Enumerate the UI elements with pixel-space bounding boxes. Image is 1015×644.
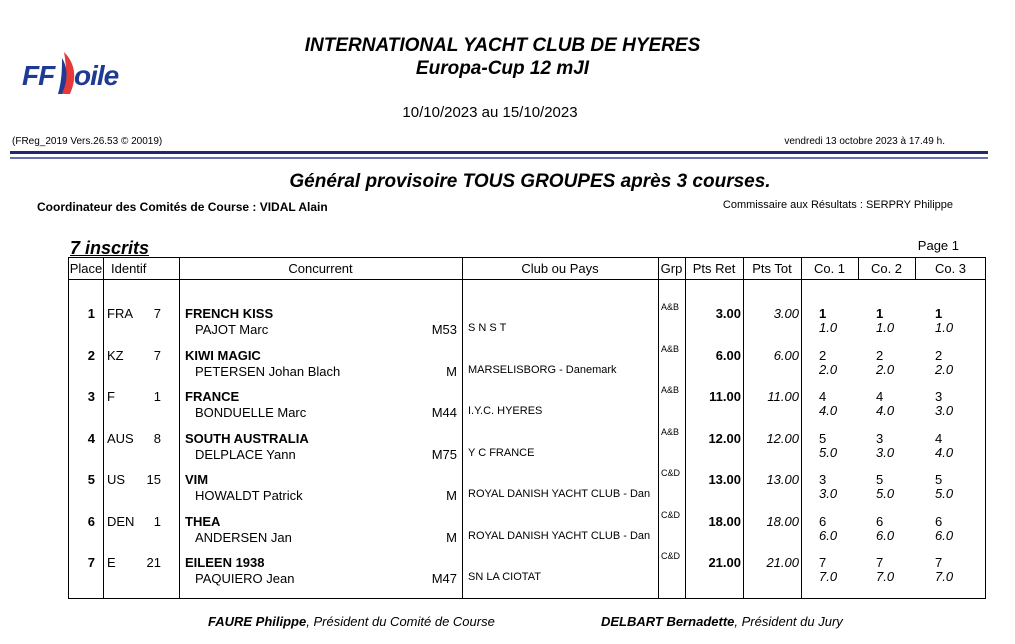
header-divider — [10, 151, 988, 154]
cell-nat: F — [107, 389, 115, 404]
cell-c3p: 1.0 — [935, 320, 954, 335]
cell-c3: 4 — [935, 430, 943, 446]
header-co3: Co. 3 — [915, 258, 986, 280]
printed-timestamp: vendredi 13 octobre 2023 à 17.49 h. — [784, 136, 945, 147]
cell-pts-tot: 6.00 — [773, 347, 799, 363]
col-divider — [858, 258, 859, 280]
cell-place: 6 — [87, 513, 95, 529]
cell-skipper: ANDERSEN Jan — [195, 529, 292, 545]
cell-place: 4 — [87, 430, 95, 446]
cell-c1: 2 — [819, 347, 827, 363]
col-divider — [658, 258, 659, 598]
cell-nat: FRA — [107, 306, 133, 321]
cell-c1p: 7.0 — [819, 569, 838, 584]
cell-c3p: 7.0 — [935, 569, 954, 584]
cell-nat: E — [107, 555, 116, 570]
club-title: INTERNATIONAL YACHT CLUB DE HYERES — [304, 35, 701, 56]
cell-c2p: 2.0 — [876, 361, 895, 377]
cell-pts-tot: 11.00 — [767, 389, 799, 404]
col-divider — [103, 258, 104, 598]
cell-c2p: 4.0 — [876, 403, 895, 418]
software-version: (FReg_2019 Vers.26.53 © 20019) — [12, 136, 163, 147]
cell-num: 21 — [146, 555, 161, 570]
cell-grp: C&D — [661, 509, 681, 520]
cell-c2: 2 — [876, 347, 884, 363]
cell-c1: 6 — [819, 513, 827, 529]
cell-num: 15 — [146, 472, 161, 487]
cell-boat: KIWI MAGIC — [185, 347, 261, 363]
cell-cat: M — [446, 488, 457, 503]
cell-c3: 7 — [935, 555, 943, 570]
cell-c1: 1 — [819, 306, 827, 321]
cell-club: MARSELISBORG - Danemark — [468, 363, 617, 376]
cell-pts-ret: 13.00 — [708, 472, 741, 487]
cell-c3: 2 — [935, 347, 943, 363]
cell-club: S N S T — [468, 322, 507, 334]
cell-place: 7 — [87, 555, 95, 570]
cell-grp: A&B — [661, 343, 680, 354]
cell-c1: 5 — [819, 430, 827, 446]
cell-pts-ret: 12.00 — [708, 430, 741, 446]
president-jury — [601, 614, 843, 629]
cell-pts-ret: 3.00 — [715, 306, 741, 321]
header-concurrent: Concurrent — [179, 258, 462, 280]
cell-pts-tot: 21.00 — [766, 555, 799, 570]
cell-c2: 7 — [876, 555, 884, 570]
cell-num: 7 — [153, 306, 161, 321]
cell-c2: 4 — [876, 389, 884, 404]
cell-c1p: 4.0 — [819, 403, 838, 418]
cell-club: ROYAL DANISH YACHT CLUB - Dan — [468, 529, 651, 542]
results-table — [68, 257, 986, 599]
cell-club: Y C FRANCE — [468, 446, 535, 459]
cell-num: 1 — [153, 513, 161, 529]
cell-c2p: 3.0 — [876, 444, 895, 460]
cell-skipper: DELPLACE Yann — [195, 446, 296, 462]
cell-place: 5 — [87, 472, 95, 487]
cell-num: 1 — [153, 389, 161, 404]
cell-skipper: PETERSEN Johan Blach — [195, 363, 341, 379]
cell-club: SN LA CIOTAT — [468, 571, 541, 583]
cell-c1p: 5.0 — [819, 444, 838, 460]
cell-boat: THEA — [185, 513, 221, 529]
cell-c1: 3 — [819, 472, 827, 487]
cell-nat: KZ — [107, 347, 124, 363]
cell-skipper: BONDUELLE Marc — [195, 405, 307, 420]
cell-place: 3 — [87, 389, 95, 404]
cell-boat: FRENCH KISS — [185, 306, 274, 321]
cell-c1p: 3.0 — [819, 486, 838, 501]
cell-c1p: 2.0 — [819, 361, 838, 377]
cell-num: 7 — [153, 347, 161, 363]
cell-club: ROYAL DANISH YACHT CLUB - Dan — [468, 488, 651, 500]
cell-pts-tot: 18.00 — [766, 513, 799, 529]
col-divider — [462, 258, 463, 598]
president-course-name: FAURE Philippe — [208, 614, 307, 629]
president-course-role: , Président du Comité de Course — [306, 614, 495, 629]
cell-grp: A&B — [661, 385, 680, 395]
cell-skipper: PAQUIERO Jean — [195, 571, 295, 586]
cell-c2: 6 — [876, 513, 884, 529]
president-jury-name: DELBART Bernadette — [601, 614, 735, 629]
header-grp: Grp — [658, 258, 685, 280]
cell-place: 1 — [87, 306, 95, 321]
header-place: Place — [69, 258, 103, 280]
cell-cat: M75 — [431, 446, 457, 462]
coordinator: Coordinateur des Comités de Course : VIDAL Alain — [37, 200, 328, 214]
cell-c3p: 2.0 — [935, 361, 954, 377]
event-dates: 10/10/2023 au 15/10/2023 — [402, 104, 578, 121]
header-identif: Identif — [103, 258, 179, 280]
cell-cat: M — [446, 363, 457, 379]
cell-c2p: 1.0 — [876, 320, 895, 335]
cell-c3: 6 — [935, 513, 943, 529]
cell-c3p: 6.0 — [935, 527, 954, 543]
page-number: Page 1 — [917, 238, 959, 253]
cell-pts-ret: 18.00 — [708, 513, 741, 529]
header-co1: Co. 1 — [801, 258, 858, 280]
cell-club: I.Y.C. HYERES — [468, 405, 543, 417]
cell-c2p: 7.0 — [876, 569, 895, 584]
cell-c2: 5 — [876, 472, 884, 487]
cell-grp: C&D — [661, 551, 681, 561]
logo-oile: oile — [74, 60, 119, 91]
cell-grp: A&B — [661, 426, 680, 437]
report-title: Général provisoire TOUS GROUPES après 3 courses. — [289, 171, 771, 192]
cell-boat: SOUTH AUSTRALIA — [185, 430, 309, 446]
cell-pts-ret: 11.00 — [709, 389, 741, 404]
cell-c3p: 4.0 — [935, 444, 954, 460]
cell-num: 8 — [153, 430, 161, 446]
results-commissioner: Commissaire aux Résultats : SERPRY Philippe — [722, 199, 953, 211]
cell-grp: C&D — [661, 468, 681, 478]
entries-count: 7 inscrits — [70, 238, 150, 258]
cell-cat: M — [446, 529, 457, 545]
cell-c3: 1 — [935, 306, 943, 321]
cell-pts-ret: 21.00 — [708, 555, 741, 570]
header-pts-tot: Pts Tot — [743, 258, 801, 280]
header-co2: Co. 2 — [858, 258, 915, 280]
cell-skipper: PAJOT Marc — [195, 322, 269, 337]
cell-pts-tot: 12.00 — [766, 430, 799, 446]
cell-c1p: 6.0 — [819, 527, 838, 543]
cell-c1: 7 — [819, 555, 827, 570]
cell-cat: M47 — [431, 571, 457, 586]
cell-c2p: 5.0 — [876, 486, 895, 501]
president-course — [208, 614, 495, 629]
cell-cat: M53 — [431, 322, 457, 337]
cell-grp: A&B — [661, 302, 680, 312]
cell-c3: 3 — [935, 389, 943, 404]
cell-nat: DEN — [107, 513, 135, 529]
cell-nat: AUS — [107, 430, 134, 446]
col-divider — [179, 258, 180, 598]
cell-skipper: HOWALDT Patrick — [195, 488, 303, 503]
president-jury-role: , Président du Jury — [734, 614, 843, 629]
cell-c2p: 6.0 — [876, 527, 895, 543]
cell-place: 2 — [87, 347, 95, 363]
cell-pts-tot: 3.00 — [773, 306, 799, 321]
cell-boat: FRANCE — [185, 389, 240, 404]
cell-c2: 1 — [876, 306, 884, 321]
header-club: Club ou Pays — [462, 258, 658, 280]
event-title: Europa-Cup 12 mJI — [415, 58, 590, 79]
cell-boat: EILEEN 1938 — [185, 555, 265, 570]
cell-c1: 4 — [819, 389, 827, 404]
cell-pts-ret: 6.00 — [715, 347, 741, 363]
header-pts-ret: Pts Ret — [685, 258, 743, 280]
logo-ff: FF — [22, 60, 55, 91]
cell-c3: 5 — [935, 472, 943, 487]
cell-c3p: 3.0 — [935, 403, 954, 418]
cell-c3p: 5.0 — [935, 486, 954, 501]
cell-nat: US — [107, 472, 126, 487]
cell-pts-tot: 13.00 — [766, 472, 799, 487]
cell-c2: 3 — [876, 430, 884, 446]
cell-cat: M44 — [431, 405, 457, 420]
col-divider — [801, 258, 802, 598]
col-divider — [915, 258, 916, 280]
cell-c1p: 1.0 — [819, 320, 838, 335]
cell-boat: VIM — [185, 472, 209, 487]
header-divider-secondary — [10, 157, 988, 159]
